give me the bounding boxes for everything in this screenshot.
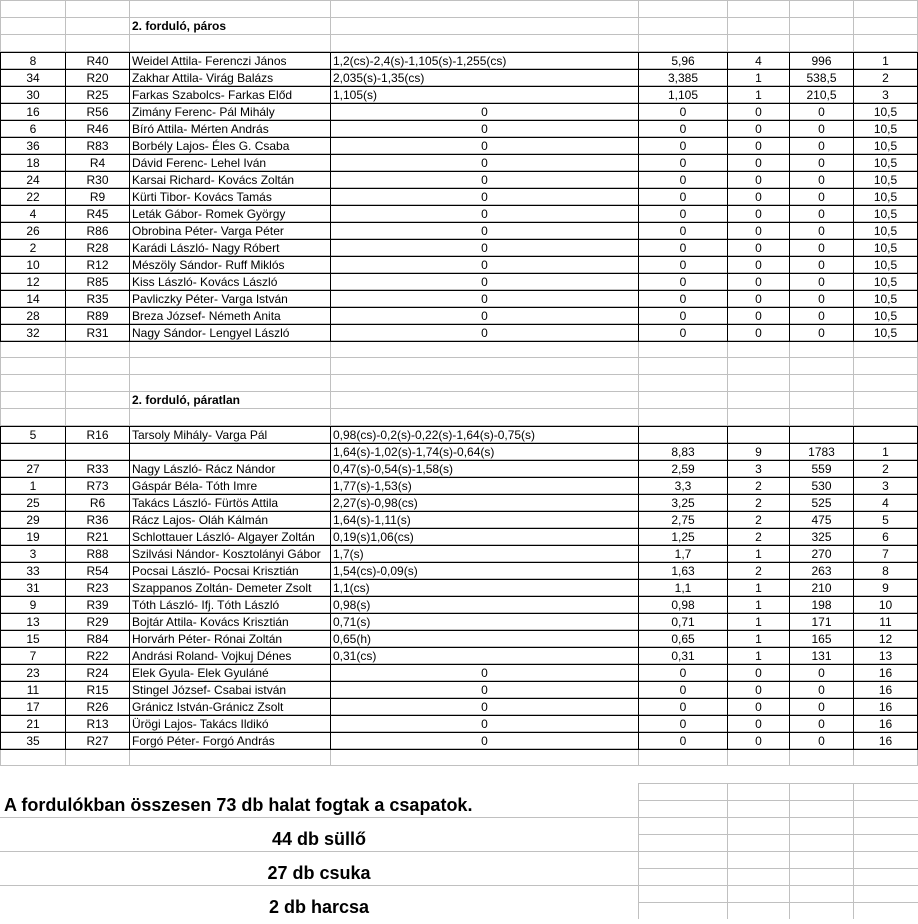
table-cell-no: 29 [26,513,40,527]
table-cell-catch: 0 [481,190,488,204]
table-cell-place: 16 [878,734,893,748]
table-cell-no: 10 [26,258,40,272]
table-cell-count: 0 [755,122,762,136]
table-cell-weight: 2,59 [671,462,695,476]
table-cell-points: 996 [811,54,832,68]
table-cell-name: Pocsai László- Pocsai Krisztián [132,564,299,578]
table-cell-count: 0 [755,258,762,272]
table-cell-count: 9 [755,445,762,459]
table-cell-count: 0 [755,190,762,204]
table-cell-code: R84 [86,632,109,646]
table-cell-weight: 2,75 [671,513,695,527]
summary-line: 2 db harcsa [268,897,370,917]
table-cell-catch: 0 [481,734,488,748]
table-cell-name: Mészöly Sándor- Ruff Miklós [132,258,285,272]
table-cell-place: 10,5 [873,156,898,170]
table-cell-code: R16 [86,428,109,442]
table-cell-name: Karádi László- Nagy Róbert [132,241,280,255]
table-cell-weight: 0 [679,105,687,119]
table-cell-place: 10 [878,598,893,612]
table-cell-no: 6 [29,122,37,136]
table-cell-count: 0 [755,683,762,697]
table-cell-count: 1 [755,88,762,102]
table-cell-catch: 0 [481,224,488,238]
table-cell-points: 475 [811,513,832,527]
table-cell-code: R27 [86,734,109,748]
table-cell-catch: 0 [481,700,488,714]
table-cell-points: 0 [818,156,825,170]
table-cell-place: 16 [878,683,893,697]
table-cell-code: R6 [89,496,106,510]
table-cell-place: 2 [882,71,889,85]
table-cell-place: 13 [878,649,893,663]
table-cell-no: 12 [26,275,40,289]
table-cell-name: Andrási Roland- Vojkuj Dénes [132,649,292,663]
table-cell-catch: 0 [481,717,488,731]
table-cell-points: 0 [818,683,825,697]
table-cell-weight: 0 [679,122,687,136]
table-cell-name: Stingel József- Csabai istván [132,683,287,697]
table-cell-name: Farkas Szabolcs- Farkas Előd [132,88,293,102]
table-cell-no: 14 [26,292,40,306]
table-cell-weight: 0 [679,241,687,255]
table-cell-points: 270 [811,547,832,561]
table-cell-count: 1 [755,615,762,629]
section-title: 2. forduló, páros [132,19,227,33]
table-cell-points: 0 [818,275,825,289]
table-cell-count: 3 [755,462,762,476]
table-cell-no: 11 [26,683,40,697]
table-cell-code: R40 [86,54,109,68]
table-cell-place: 10,5 [873,292,898,306]
table-cell-code: R21 [86,530,109,544]
table-cell-catch: 0 [481,258,488,272]
table-cell-count: 1 [755,581,762,595]
summary-headline: A fordulókban összesen 73 db halat fogtak a csapatok. [4,795,473,815]
table-cell-points: 263 [811,564,832,578]
table-cell-name: Elek Gyula- Elek Gyuláné [132,666,269,680]
table-cell-weight: 3,3 [674,479,692,493]
table-cell-catch: 0 [481,173,488,187]
table-cell-count: 1 [755,547,762,561]
table-cell-weight: 0 [679,139,687,153]
table-cell-name: Obrobina Péter- Varga Péter [132,224,284,238]
table-cell-points: 325 [811,530,832,544]
table-cell-points: 131 [811,649,832,663]
table-cell-place: 16 [878,700,893,714]
table-cell-no: 7 [29,649,37,663]
table-cell-weight: 0 [679,207,687,221]
table-cell-code: R29 [86,615,109,629]
table-cell-name: Forgó Péter- Forgó András [132,734,275,748]
table-cell-name: Kürti Tibor- Kovács Tamás [132,190,272,204]
table-cell-count: 0 [755,700,762,714]
table-cell-code: R22 [86,649,109,663]
table-cell-no: 22 [26,190,40,204]
table-cell-points: 0 [818,224,825,238]
table-cell-catch: 0 [481,122,488,136]
table-cell-points: 0 [818,173,825,187]
table-cell-count: 0 [755,309,762,323]
table-cell-place: 9 [882,581,889,595]
table-cell-points: 530 [811,479,832,493]
table-cell-name: Gáspár Béla- Tóth Imre [132,479,258,493]
table-cell-name: Tarsoly Mihály- Varga Pál [132,428,268,442]
table-cell-code: R39 [86,598,109,612]
table-cell-catch: 0,65(h) [333,632,372,646]
table-cell-weight: 0,98 [671,598,695,612]
table-cell-weight: 0,71 [671,615,695,629]
table-cell-catch: 0 [481,207,488,221]
table-cell-place: 10,5 [873,122,898,136]
table-cell-place: 7 [882,547,889,561]
table-cell-weight: 3,25 [671,496,695,510]
table-cell-place: 10,5 [873,326,898,340]
table-cell-place [854,427,917,444]
table-cell-count [728,427,789,444]
table-cell-weight: 1,1 [674,581,692,595]
table-cell-catch: 0 [481,326,488,340]
table-cell-catch: 1,54(cs)-0,09(s) [333,564,418,578]
table-cell-name: Szilvási Nándor- Kosztolányi Gábor [132,547,321,561]
table-cell-no [1,444,65,461]
table-cell-code: R31 [86,326,109,340]
table-cell-no: 15 [26,632,40,646]
table-cell-count: 2 [755,530,762,544]
table-cell-place: 12 [878,632,893,646]
table-cell-code: R54 [86,564,109,578]
section-title: 2. forduló, páratlan [132,393,241,407]
table-cell-place: 10,5 [873,190,898,204]
table-cell-catch: 0 [481,105,488,119]
table-cell-name: Rácz Lajos- Oláh Kálmán [132,513,269,527]
table-cell-name: Kiss László- Kovács László [132,275,278,289]
table-cell-count: 2 [755,479,762,493]
table-cell-points: 0 [818,666,825,680]
table-cell-code: R46 [86,122,109,136]
table-cell-place: 11 [879,615,892,629]
table-cell-code: R24 [86,666,109,680]
table-cell-code: R83 [86,139,109,153]
table-cell-points: 210 [811,581,832,595]
table-cell-code: R13 [86,717,109,731]
table-cell-points: 1783 [808,445,835,459]
table-cell-no: 3 [29,547,37,561]
table-cell-place: 10,5 [873,207,898,221]
table-cell-weight: 1,105 [667,88,699,102]
table-cell-weight: 1,63 [671,564,695,578]
table-cell-points: 0 [818,734,825,748]
table-cell-place: 16 [878,717,893,731]
table-cell-weight: 0 [679,700,687,714]
table-cell-points: 538,5 [806,71,837,85]
table-cell-code [66,444,129,461]
table-cell-name: Takács László- Fürtös Attila [132,496,279,510]
table-cell-no: 1 [29,479,37,493]
table-cell-points: 0 [818,207,825,221]
table-cell-code: R23 [86,581,109,595]
table-cell-weight: 0 [679,224,687,238]
table-cell-weight: 0 [679,326,687,340]
table-cell-no: 32 [26,326,40,340]
table-cell-name: Breza József- Németh Anita [132,309,281,323]
table-cell-name: Nagy László- Rácz Nándor [132,462,276,476]
table-cell-weight: 0 [679,292,687,306]
table-cell-no: 31 [26,581,40,595]
table-cell-points: 210,5 [806,88,837,102]
table-cell-weight: 0 [679,734,687,748]
table-cell-no: 36 [26,139,40,153]
table-cell-name: Bojtár Attila- Kovács Krisztián [132,615,289,629]
table-cell-count: 1 [755,71,762,85]
table-cell-catch: 0 [481,241,488,255]
table-cell-code: R26 [86,700,109,714]
table-cell-code: R28 [86,241,109,255]
table-cell-catch: 0 [481,292,488,306]
table-cell-place: 3 [882,479,889,493]
table-cell-count: 0 [755,139,762,153]
table-cell-catch: 2,27(s)-0,98(cs) [333,496,418,510]
table-cell-count: 1 [755,598,762,612]
table-cell-place: 10,5 [873,105,898,119]
summary-line: 44 db süllő [271,829,367,849]
table-cell-code: R9 [89,190,106,204]
table-cell-weight: 0,65 [671,632,695,646]
table-cell-points: 0 [818,717,825,731]
table-cell-count: 2 [755,564,762,578]
table-cell-points: 0 [818,122,825,136]
table-cell-points: 525 [811,496,832,510]
table-cell-points: 0 [818,326,825,340]
table-cell-catch: 0,71(s) [333,615,371,629]
table-cell-name: Zakhar Attila- Virág Balázs [132,71,274,85]
table-cell-no: 5 [29,428,37,442]
table-cell-place: 2 [882,462,889,476]
table-cell-name: Tóth László- Ifj. Tóth László [132,598,280,612]
table-cell-weight: 5,96 [671,54,695,68]
table-cell-no: 27 [26,462,40,476]
table-cell-points: 559 [811,462,832,476]
table-cell-place: 4 [882,496,889,510]
table-cell-code: R89 [86,309,109,323]
table-cell-points: 0 [818,241,825,255]
table-cell-count: 0 [755,173,762,187]
table-cell-weight: 0 [679,258,687,272]
table-cell-place: 16 [878,666,893,680]
table-cell-code: R20 [86,71,109,85]
table-cell-catch: 1,77(s)-1,53(s) [333,479,412,493]
table-cell-count: 0 [755,275,762,289]
table-cell-count: 0 [755,717,762,731]
table-cell-name: Nagy Sándor- Lengyel László [132,326,290,340]
table-cell-points: 0 [818,190,825,204]
table-cell-points [790,427,853,444]
table-cell-catch: 0 [481,683,488,697]
table-cell-name: Borbély Lajos- Éles G. Csaba [132,139,290,153]
table-cell-count: 2 [755,496,762,510]
table-cell-place: 10,5 [873,241,898,255]
table-cell-place: 10,5 [873,224,898,238]
table-cell-place: 1 [882,54,889,68]
table-cell-points: 165 [811,632,832,646]
table-cell-code: R12 [86,258,109,272]
table-cell-no: 30 [26,88,40,102]
table-cell-catch: 0 [481,156,488,170]
table-cell-count: 0 [755,326,762,340]
table-cell-count: 0 [755,292,762,306]
table-cell-weight [639,427,727,444]
table-cell-catch: 2,035(s)-1,35(cs) [333,71,425,85]
table-cell-no: 24 [26,173,40,187]
table-cell-no: 18 [26,156,40,170]
table-cell-no: 9 [29,598,37,612]
table-cell-code: R85 [86,275,109,289]
table-cell-no: 13 [26,615,40,629]
table-cell-catch: 0 [481,275,488,289]
table-cell-no: 28 [26,309,40,323]
table-cell-points: 0 [818,139,825,153]
table-cell-count: 2 [755,513,762,527]
table-cell-points: 171 [811,615,832,629]
table-cell-no: 8 [29,54,37,68]
table-cell-name: Pavliczky Péter- Varga István [132,292,288,306]
table-cell-no: 23 [26,666,40,680]
table-cell-place: 1 [882,445,889,459]
table-cell-catch: 1,2(cs)-2,4(s)-1,105(s)-1,255(cs) [333,54,507,68]
table-cell-catch: 0,19(s)1,06(cs) [333,530,414,544]
table-cell-catch: 0 [481,139,488,153]
table-cell-code: R56 [86,105,109,119]
table-cell-no: 25 [26,496,40,510]
table-cell-catch: 1,1(cs) [333,581,370,595]
table-cell-weight: 3,385 [667,71,699,85]
table-cell-weight: 0 [679,683,687,697]
table-cell-count: 1 [755,649,762,663]
table-cell-weight: 0 [679,156,687,170]
table-cell-no: 19 [26,530,40,544]
table-cell-place: 6 [882,530,889,544]
table-cell-no: 21 [26,717,40,731]
table-cell-count: 1 [755,632,762,646]
table-cell-weight: 0 [679,173,687,187]
table-cell-catch: 1,105(s) [333,88,378,102]
table-cell-no: 2 [29,241,37,255]
table-cell-code: R15 [86,683,109,697]
table-cell-count: 0 [755,734,762,748]
table-cell-place: 8 [882,564,889,578]
table-cell-name [130,444,330,461]
table-cell-points: 198 [811,598,832,612]
table-cell-weight: 0 [679,666,687,680]
table-cell-no: 17 [26,700,40,714]
table-cell-points: 0 [818,309,825,323]
table-cell-code: R88 [86,547,109,561]
table-cell-catch: 0 [481,666,488,680]
table-cell-place: 3 [882,88,889,102]
table-cell-code: R25 [86,88,109,102]
table-cell-weight: 0,31 [671,649,695,663]
table-cell-code: R86 [86,224,109,238]
table-cell-place: 10,5 [873,309,898,323]
table-cell-place: 5 [882,513,889,527]
table-cell-catch: 0,31(cs) [333,649,377,663]
table-cell-weight: 0 [679,190,687,204]
table-cell-count: 0 [755,666,762,680]
table-cell-no: 33 [26,564,40,578]
table-cell-no: 34 [26,71,40,85]
table-cell-weight: 1,7 [674,547,692,561]
table-cell-name: Gránicz István-Gránicz Zsolt [132,700,284,714]
table-cell-no: 4 [29,207,37,221]
table-cell-points: 0 [818,700,825,714]
table-cell-weight: 0 [679,717,687,731]
table-cell-code: R36 [86,513,109,527]
table-cell-code: R30 [86,173,109,187]
table-cell-weight: 0 [679,275,687,289]
table-cell-catch: 1,64(s)-1,02(s)-1,74(s)-0,64(s) [333,445,495,459]
table-cell-name: Schlottauer László- Algayer Zoltán [132,530,315,544]
table-cell-name: Karsai Richard- Kovács Zoltán [132,173,295,187]
table-cell-place: 10,5 [873,173,898,187]
table-cell-code: R4 [89,156,106,170]
table-cell-catch: 0,47(s)-0,54(s)-1,58(s) [333,462,454,476]
table-cell-place: 10,5 [873,258,898,272]
table-cell-no: 26 [26,224,40,238]
table-cell-name: Szappanos Zoltán- Demeter Zsolt [132,581,312,595]
table-cell-name: Ürögi Lajos- Takács Ildikó [132,717,269,731]
table-cell-points: 0 [818,258,825,272]
table-cell-code: R45 [86,207,109,221]
table-cell-place: 10,5 [873,275,898,289]
table-cell-count: 0 [755,224,762,238]
table-cell-catch: 0 [481,309,488,323]
table-cell-code: R35 [86,292,109,306]
table-cell-count: 0 [755,207,762,221]
table-cell-catch: 0,98(cs)-0,2(s)-0,22(s)-1,64(s)-0,75(s) [333,428,536,442]
table-cell-name: Horvárh Péter- Rónai Zoltán [132,632,283,646]
table-cell-points: 0 [818,292,825,306]
table-cell-name: Dávid Ferenc- Lehel Iván [132,156,267,170]
table-cell-catch: 1,7(s) [333,547,364,561]
table-cell-no: 35 [26,734,40,748]
table-cell-weight: 0 [679,309,687,323]
table-cell-catch: 1,64(s)-1,11(s) [333,513,411,527]
table-cell-count: 0 [755,156,762,170]
table-cell-count: 4 [755,54,762,68]
table-cell-weight: 1,25 [671,530,695,544]
table-cell-no: 16 [26,105,40,119]
table-cell-code: R73 [86,479,109,493]
table-cell-weight: 8,83 [671,445,695,459]
table-cell-name: Zimány Ferenc- Pál Mihály [132,105,275,119]
table-cell-place: 10,5 [873,139,898,153]
table-cell-catch: 0,98(s) [333,598,371,612]
table-cell-name: Leták Gábor- Romek György [132,207,286,221]
table-cell-count: 0 [755,105,762,119]
table-cell-name: Bíró Attila- Mérten András [132,122,269,136]
table-cell-code: R33 [86,462,109,476]
table-cell-name: Weidel Attila- Ferenczi János [132,54,287,68]
summary-line: 27 db csuka [267,863,371,883]
table-cell-points: 0 [818,105,825,119]
table-cell-count: 0 [755,241,762,255]
